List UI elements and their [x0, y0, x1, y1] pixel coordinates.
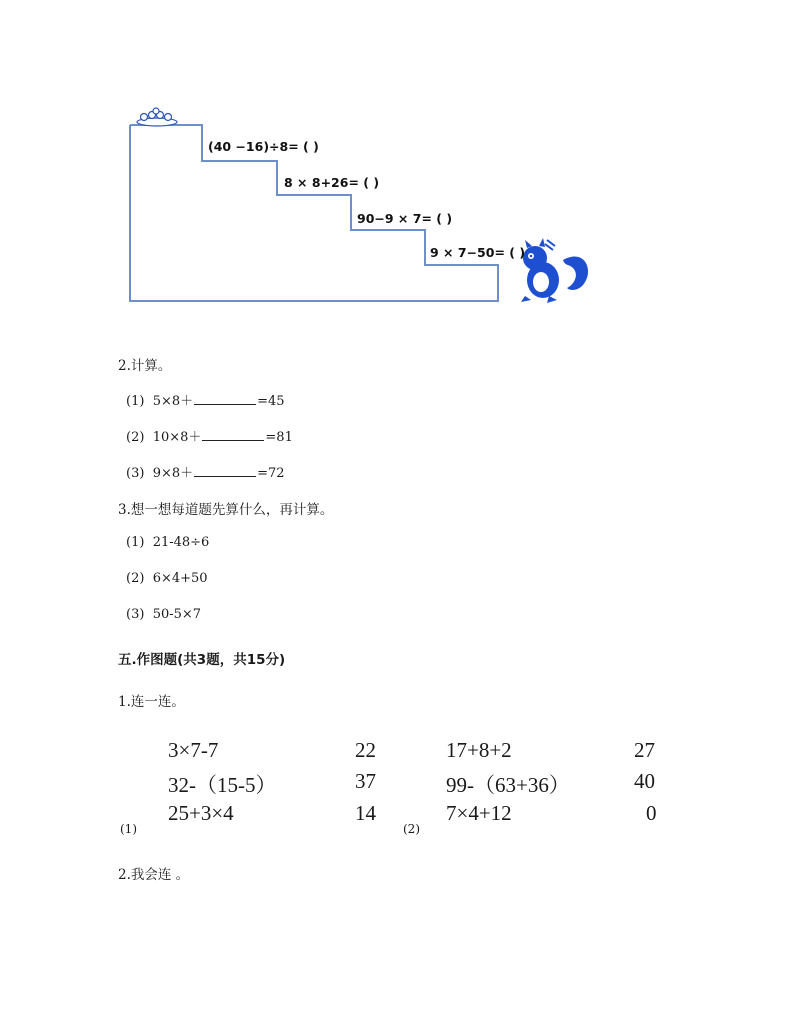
q2-item-3-blank[interactable]	[194, 465, 256, 477]
stair-step-4-answer-blank[interactable]: ( )	[509, 245, 526, 260]
q2-item-2-blank[interactable]	[202, 429, 264, 441]
stair-step-2-answer-blank[interactable]: ( )	[363, 175, 380, 190]
q3-item-2-label: (2)	[126, 571, 145, 586]
q3-item-3-expr: 50-5×7	[152, 607, 202, 622]
q2-item-1-label: (1)	[126, 394, 145, 409]
q5-1-title: 1.连一连。	[118, 694, 185, 710]
q3-title: 3.想一想每道题先算什么，再计算。	[118, 502, 334, 518]
q3-item-3	[126, 607, 201, 622]
q2-item-1	[126, 390, 285, 409]
q5-2-title: 2.我会连 。	[118, 867, 190, 883]
q2-item-2-left: 10×8＋	[152, 430, 202, 445]
q3-item-3-label: (3)	[126, 607, 145, 622]
section5-heading: 五.作图题(共3题，共15分)	[118, 652, 286, 668]
stair-step-2-expr: 8 × 8+26=	[284, 175, 359, 190]
stair-step-4	[430, 245, 525, 260]
stair-step-1	[208, 139, 319, 154]
match-left-1-3[interactable]: 25+3×4	[168, 801, 234, 825]
stair-step-4-expr: 9 × 7−50=	[430, 245, 505, 260]
q2-item-3	[126, 462, 285, 481]
match-group-1-label: (1)	[120, 822, 137, 836]
match-right-2-1[interactable]: 27	[634, 738, 655, 762]
match-right-1-3[interactable]: 14	[355, 801, 376, 825]
match-group-2-label: (2)	[403, 822, 420, 836]
squirrel-icon	[521, 238, 588, 303]
q2-item-1-blank[interactable]	[194, 393, 256, 405]
match-right-2-3[interactable]: 0	[646, 801, 657, 825]
q2-item-2-label: (2)	[126, 430, 145, 445]
stair-step-3-expr: 90−9 × 7=	[357, 211, 432, 226]
q2-item-3-label: (3)	[126, 466, 145, 481]
q2-item-3-right: =72	[257, 466, 285, 481]
q3-item-1	[126, 535, 209, 550]
match-left-2-1[interactable]: 17+8+2	[446, 738, 512, 762]
q3-item-1-expr: 21-48÷6	[152, 535, 210, 550]
q2-item-1-right: =45	[257, 394, 285, 409]
stair-step-3-answer-blank[interactable]: ( )	[436, 211, 453, 226]
match-right-2-2[interactable]: 40	[634, 769, 655, 793]
match-right-1-2[interactable]: 37	[355, 769, 376, 793]
stair-step-1-expr: (40 −16)÷8=	[208, 139, 299, 154]
match-left-2-2[interactable]: 99-（63+36）	[446, 773, 570, 797]
q2-item-2	[126, 426, 293, 445]
match-left-1-1[interactable]: 3×7-7	[168, 738, 219, 762]
coin-pile-icon	[137, 108, 177, 126]
match-left-1-2[interactable]: 32-（15-5）	[168, 773, 277, 797]
q3-item-1-label: (1)	[126, 535, 145, 550]
q2-item-1-left: 5×8＋	[152, 394, 194, 409]
q2-title: 2.计算。	[118, 358, 172, 374]
stair-step-3	[357, 211, 452, 226]
match-right-1-1[interactable]: 22	[355, 738, 376, 762]
match-left-2-3[interactable]: 7×4+12	[446, 801, 512, 825]
q2-item-2-right: =81	[265, 430, 293, 445]
staircase-figure	[120, 105, 600, 315]
stair-step-2	[284, 175, 379, 190]
q3-item-2-expr: 6×4+50	[152, 571, 208, 586]
q2-item-3-left: 9×8＋	[152, 466, 194, 481]
stair-step-1-answer-blank[interactable]: ( )	[303, 139, 319, 154]
q3-item-2	[126, 571, 208, 586]
